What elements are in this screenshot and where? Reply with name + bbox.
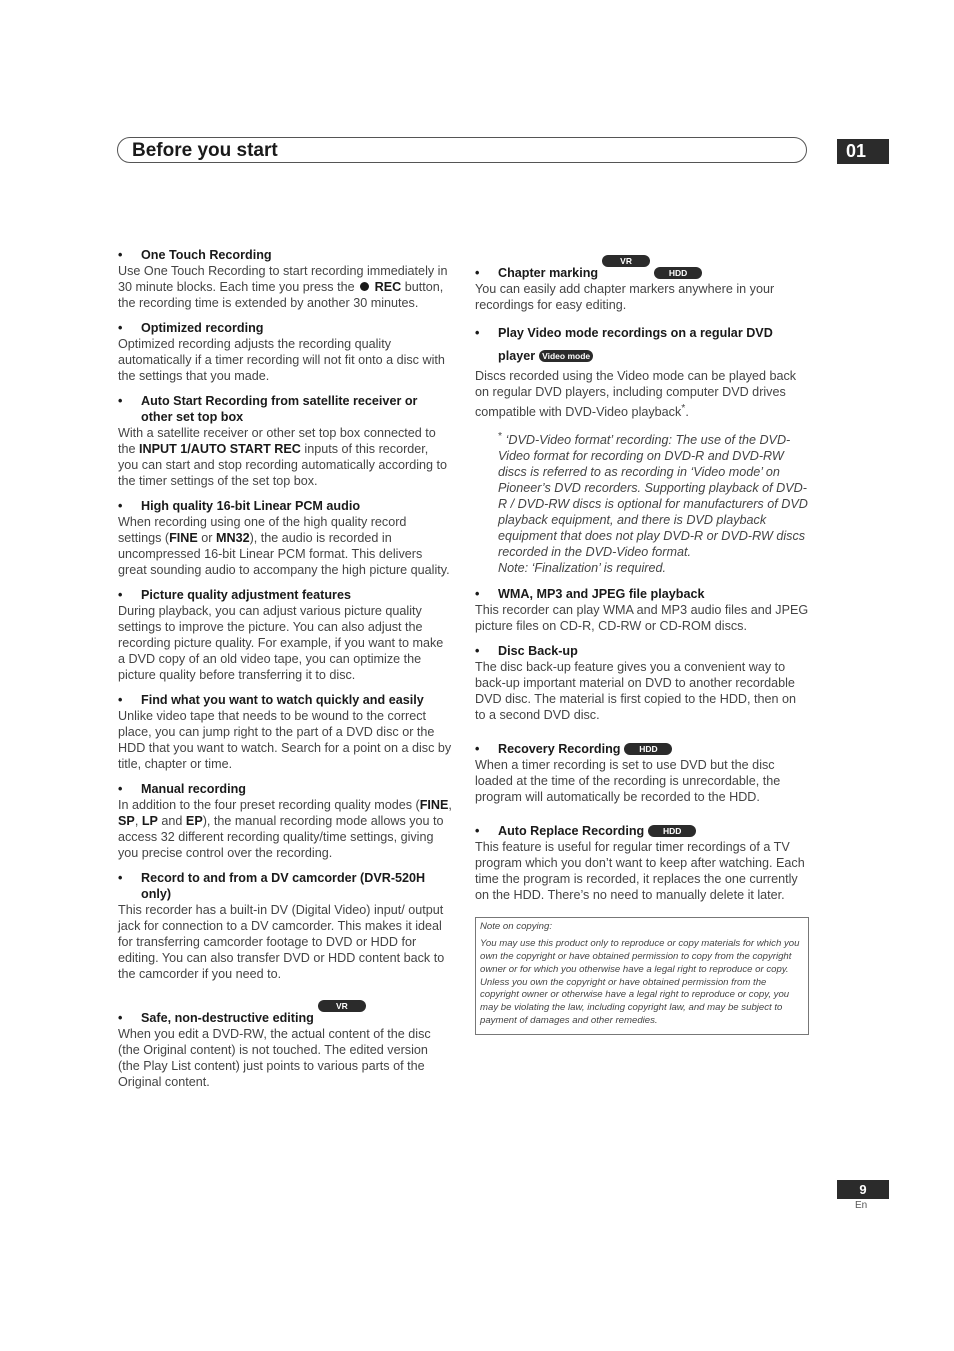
feature-text: or (201, 531, 213, 545)
feature-heading: Play Video mode recordings on a regular DVD player (498, 326, 773, 363)
feature-optimized-recording (118, 320, 452, 384)
feature-text: This feature is useful for regular timer recordings of a TV program which you don’t want to keep after watching. Each time the program is recorded, it replaces the one currently on the HDD. There’s no need to manually delete it later. (475, 840, 805, 903)
feature-heading: Manual recording (141, 782, 246, 796)
bullet: • (475, 742, 480, 757)
record-dot-icon (360, 282, 369, 291)
feature-dv-camcorder (118, 870, 452, 982)
video-mode-badge: Video mode (539, 350, 593, 362)
rec-button-label: REC (374, 280, 402, 294)
footnote-text: ‘DVD-Video format’ recording: The use of the DVD-Video format for recording on DVD-R and DVD-RW discs is referred to as recording in ‘Video mode’ on Pioneer’s DVD recorders. Supporting playback of DVD-R / DVD-RW discs is optional for manufacturers of DVD playback equipment, and there is DVD playback equipment that does not play DVD-R or DVD-RW discs recorded in the DVD-Video format. (498, 433, 808, 560)
page-language: En (855, 1200, 868, 1211)
bullet: • (475, 266, 480, 280)
vr-mode-badge: VR mode (602, 255, 650, 267)
feature-heading: Auto Replace Recording (498, 824, 645, 839)
feature-text: , (448, 798, 452, 812)
feature-auto-start-recording (118, 393, 452, 489)
feature-text: When you edit a DVD-RW, the actual content of the disc (the Original content) is not touched. The edited version (the Play List content) just points to various parts of the Original content. (118, 1027, 431, 1089)
feature-text: Use One Touch Recording to start recording immediately in 30 minute blocks. Each time you press the (118, 264, 448, 294)
feature-recovery-recording (475, 741, 809, 805)
footnote (475, 428, 809, 576)
feature-text: Optimized recording adjusts the recording quality automatically if a timer recording will not fit onto a disc with the settings that you made. (118, 337, 445, 383)
feature-linear-pcm-audio (118, 498, 452, 578)
mode-label: LP (141, 814, 158, 828)
chapter-number: 01 (837, 139, 889, 164)
feature-heading: Chapter marking (498, 266, 599, 280)
footnote-note: Note: ‘Finalization’ is required. (498, 561, 666, 576)
feature-text: The disc back-up feature gives you a convenient way to back-up important material on DVD to another recordable DVD disc. The material is first copied to the HDD, then on to a second DVD disc. (475, 660, 797, 723)
bullet: • (118, 588, 123, 602)
left-column (118, 247, 452, 1099)
bullet: • (118, 693, 123, 707)
feature-text: Unlike video tape that needs to be wound to the correct place, you can jump right to the part of a DVD disc or the HDD that you want to watch. Search for a point on a disc by title, chapter or time. (118, 709, 452, 771)
feature-text: ), the manual recording mode allows you to access 32 different recording quality/time settings, giving you precise control over the recording. (118, 814, 444, 860)
feature-text: inputs of this recorder, you can start and stop recording automatically according to the timer settings of the set top box. (118, 442, 448, 488)
hdd-badge: HDD (624, 743, 672, 755)
page-title: Before you start (132, 140, 278, 161)
bullet: • (118, 499, 123, 513)
feature-text: You can easily add chapter markers anywhere in your recordings for easy editing. (475, 282, 775, 312)
vr-mode-badge: VR mode (318, 1000, 366, 1012)
feature-heading: Record to and from a DV camcorder (DVR-520H only) (141, 871, 426, 901)
feature-text: During playback, you can adjust various picture quality settings to improve the picture. You can also adjust the recording picture quality. For example, if you want to make a DVD copy of an old video tape, you can optimize the picture quality before transferring it to disc. (118, 604, 444, 682)
feature-text: and (161, 814, 183, 828)
page-number: 9 (837, 1180, 889, 1199)
mode-label: SP (118, 814, 135, 828)
bullet: • (475, 587, 480, 602)
feature-disc-backup (475, 643, 809, 723)
copying-note (475, 917, 809, 1034)
bullet: • (118, 321, 123, 335)
feature-picture-quality (118, 587, 452, 683)
bullet: • (475, 326, 480, 340)
feature-text: This recorder can play WMA and MP3 audio files and JPEG picture files on CD-R, CD-RW or CD-ROM discs. (475, 603, 809, 634)
hdd-badge: HDD (648, 825, 696, 837)
footnote-marker: * (681, 402, 686, 414)
hdd-badge: HDD (654, 267, 702, 279)
section-header (117, 137, 807, 163)
feature-video-mode-playback (475, 322, 809, 576)
feature-text: In addition to the four preset recording quality modes ( (118, 798, 420, 812)
feature-text: , (134, 814, 139, 828)
note-text: You may use this product only to reproduce or copy materials for which you own the copyright or have obtained permission to copy from the copyright owner or for which you otherwise have a legal right to reproduce or copy. Unless you own the copyright or have obtained permission from the copyright owner or otherwise have a legal right to reproduce or copy, you may be violating the law, including copyright law, and may be subject to payment of damages and other remedies. (480, 938, 800, 1026)
feature-text: This recorder has a built-in DV (Digital Video) input/ output jack for connection to a DV camcorder. This makes it ideal for transferring camcorder footage to DVD or HDD for editing. You can also transfer DVD or HDD content back to the camcorder if you need to. (118, 903, 445, 981)
mode-label: EP (185, 814, 203, 828)
feature-heading: High quality 16-bit Linear PCM audio (141, 499, 361, 513)
feature-heading: Recovery Recording (498, 742, 621, 757)
feature-manual-recording (118, 781, 452, 861)
right-column (475, 255, 809, 1035)
feature-text: Discs recorded using the Video mode can be played back on regular DVD players, including computer DVD drives compatible with DVD-Video playback (475, 369, 797, 420)
mode-label: FINE (169, 531, 198, 545)
mode-label: MN32 (216, 531, 250, 545)
bullet: • (475, 644, 480, 659)
feature-text: With a satellite receiver or other set top box connected to the (118, 426, 436, 456)
feature-heading: Find what you want to watch quickly and easily (141, 693, 424, 707)
feature-find-quickly (118, 692, 452, 772)
feature-text: button, the recording time is extended by another 30 minutes. (118, 280, 444, 310)
feature-heading: WMA, MP3 and JPEG file playback (498, 587, 705, 602)
feature-heading: Safe, non-destructive editing (141, 1011, 314, 1025)
note-title: Note on copying: (480, 921, 552, 933)
bullet: • (118, 871, 123, 885)
bullet: • (118, 782, 123, 796)
feature-non-destructive-editing (118, 1000, 452, 1090)
feature-text: . (685, 405, 689, 420)
input-label: INPUT 1/AUTO START REC (139, 442, 301, 456)
feature-wma-mp3-jpeg (475, 586, 809, 634)
feature-heading: One Touch Recording (141, 248, 272, 262)
feature-heading: Optimized recording (141, 321, 264, 335)
footnote-marker: * (498, 430, 503, 443)
bullet: • (118, 248, 123, 262)
feature-chapter-marking (475, 255, 809, 313)
feature-heading: Picture quality adjustment features (141, 588, 351, 602)
feature-text: When a timer recording is set to use DVD but the disc loaded at the time of the recording is unrecordable, the program will automatically be recorded to the HDD. (475, 758, 781, 805)
mode-label: FINE (419, 798, 449, 812)
feature-one-touch-recording (118, 247, 452, 311)
feature-auto-replace-recording (475, 823, 809, 903)
feature-heading: Disc Back-up (498, 644, 578, 659)
bullet: • (475, 824, 480, 839)
feature-text: When recording using one of the high quality record settings ( (118, 515, 407, 545)
feature-heading: Auto Start Recording from satellite receiver or other set top box (141, 394, 418, 424)
bullet: • (118, 394, 123, 408)
bullet: • (118, 1011, 123, 1025)
feature-text: ), the audio is recorded in uncompressed 16-bit Linear PCM format. This delivers great sounding audio to accompany the high picture quality. (118, 531, 450, 577)
